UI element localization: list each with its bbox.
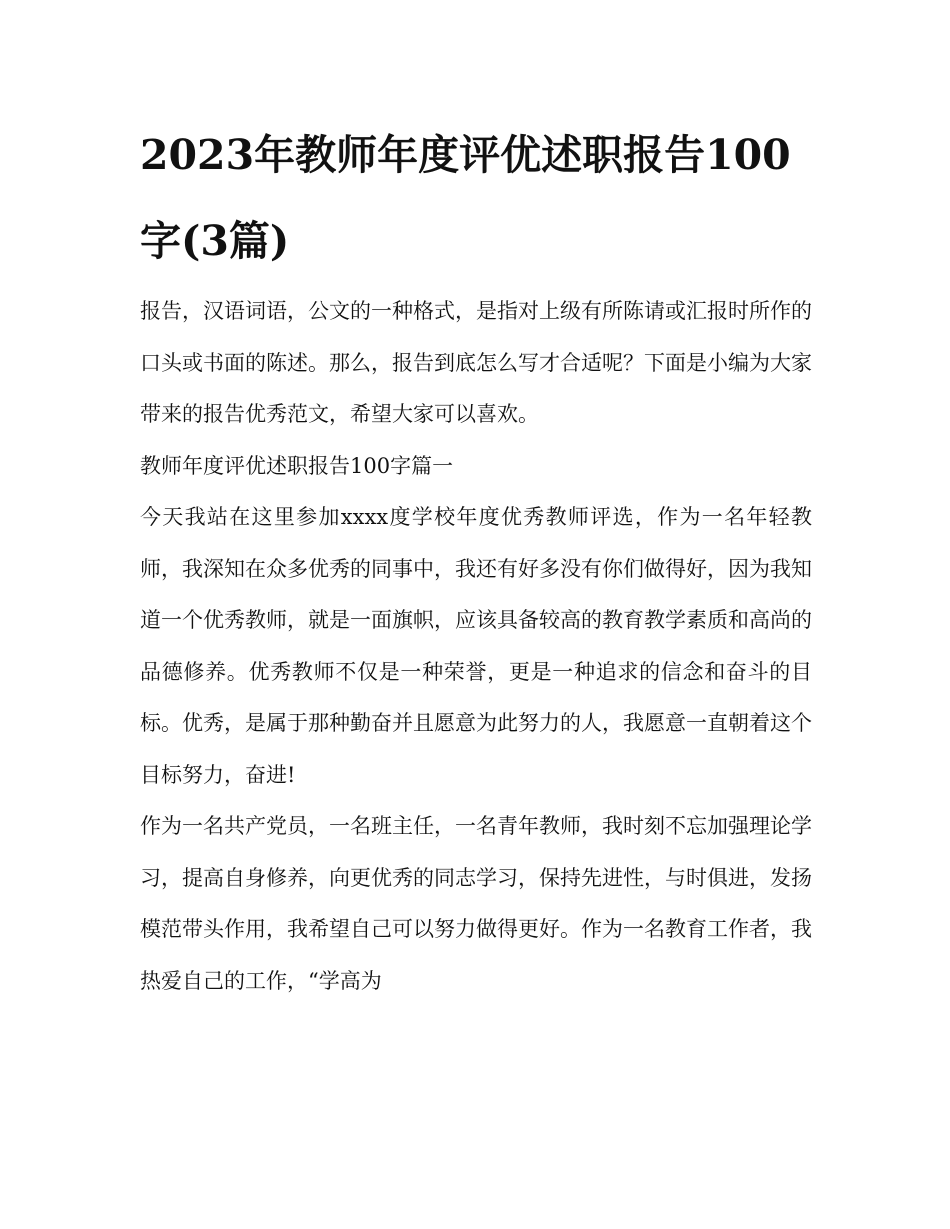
- section-heading: 教师年度评优述职报告100字篇一: [140, 453, 454, 478]
- document-title: 2023年教师年度评优述职报告100字(3篇): [140, 131, 791, 265]
- intro-paragraph: 报告，汉语词语，公文的一种格式，是指对上级有所陈请或汇报时所作的口头或书面的陈述。那么，报告到底怎么写才合适呢？下面是小编为大家带来的报告优秀范文，希望大家可以喜欢。: [140, 299, 812, 426]
- document-page: [140, 112, 812, 1007]
- body-paragraph: 作为一名共产党员，一名班主任，一名青年教师，我时刻不忘加强理论学习，提高自身修养，向更优秀的同志学习，保持先进性，与时俱进，发扬模范带头作用，我希望自己可以努力做得更好。作为一名教育工作者，我热爱自己的工作，“学高为: [140, 814, 812, 993]
- body-paragraph: 今天我站在这里参加xxxx度学校年度优秀教师评选，作为一名年轻教师，我深知在众多优秀的同事中，我还有好多没有你们做得好，因为我知道一个优秀教师，就是一面旗帜，应该具备较高的教育教学素质和高尚的品德修养。优秀教师不仅是一种荣誉，更是一种追求的信念和奋斗的目标。优秀，是属于那种勤奋并且愿意为此努力的人，我愿意一直朝着这个目标努力，奋进!: [140, 505, 812, 787]
